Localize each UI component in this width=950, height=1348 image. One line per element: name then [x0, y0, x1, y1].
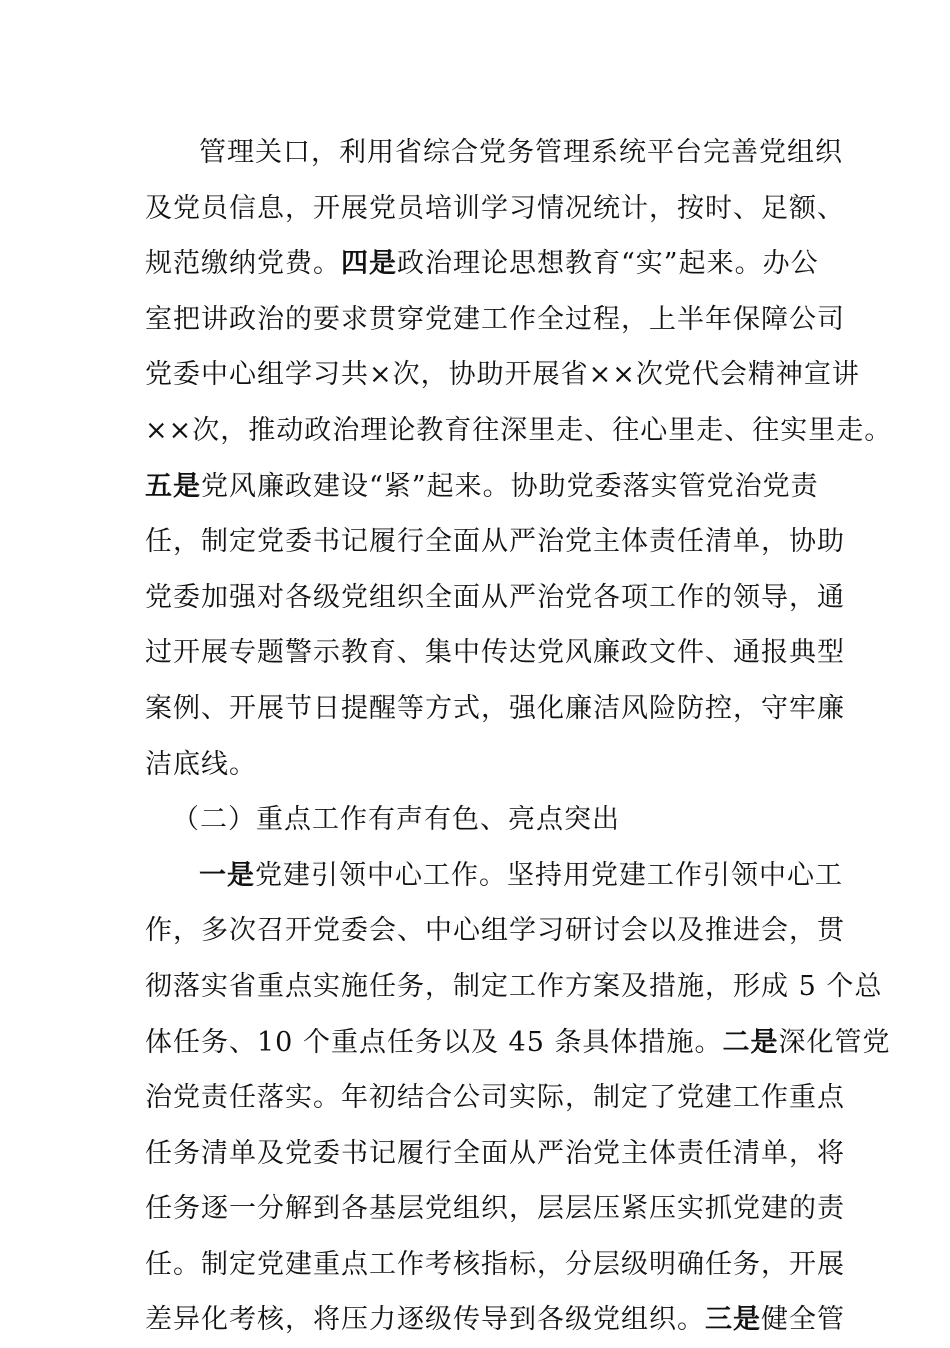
text-line: 室把讲政治的要求贯穿党建工作全过程，上半年保障公司	[145, 303, 845, 335]
bold-marker: 四是	[341, 248, 397, 280]
text-line: 彻落实省重点实施任务，制定工作方案及措施，形成 5 个总	[145, 970, 883, 1002]
text-line	[145, 1015, 891, 1071]
document-body	[145, 125, 893, 1348]
text-run: 体任务、10 个重点任务以及 45 条具体措施。	[145, 1026, 723, 1058]
section-heading: （二）重点工作有声有色、亮点突出	[172, 804, 620, 836]
bold-marker: 五是	[145, 470, 201, 502]
text-line: 任务清单及党委书记履行全面从严治党主体责任清单，将	[145, 1137, 845, 1169]
text-line: 管理关口，利用省综合党务管理系统平台完善党组织	[199, 137, 843, 168]
text-run: 规范缴纳党费。	[145, 248, 341, 280]
text-line: 案例、开展节日提醒等方式，强化廉洁风险防控，守牢廉	[145, 692, 845, 724]
text-line: 任。制定党建重点工作考核指标，分层级明确任务，开展	[145, 1248, 845, 1280]
text-line: 过开展专题警示教育、集中传达党风廉政文件、通报典型	[145, 637, 845, 669]
text-line: 治党责任落实。年初结合公司实际，制定了党建工作重点	[145, 1082, 845, 1114]
text-line: 党委中心组学习共×次，协助开展省××次党代会精神宣讲	[145, 359, 860, 391]
bold-marker: 一是	[199, 859, 255, 891]
text-run: 深化管党	[778, 1026, 891, 1058]
text-line	[145, 459, 819, 515]
text-run: 健全管	[761, 1304, 845, 1336]
text-run: 差异化考核，将压力逐级传导到各级党组织。	[145, 1304, 705, 1336]
text-line	[145, 848, 843, 904]
text-line: 作，多次召开党委会、中心组学习研讨会以及推进会，贯	[145, 915, 845, 947]
text-run: 党风廉政建设“紧”起来。协助党委落实管党治党责	[201, 470, 819, 502]
text-line: 党委加强对各级党组织全面从严治党各项工作的领导，通	[145, 581, 845, 613]
text-line	[145, 236, 819, 292]
bold-marker: 三是	[705, 1304, 761, 1336]
text-run: 政治理论思想教育“实”起来。办公	[397, 248, 819, 280]
bold-marker: 二是	[722, 1026, 779, 1058]
text-line	[145, 1292, 845, 1348]
text-run: 党建引领中心工作。坚持用党建工作引领中心工	[255, 859, 843, 891]
text-line: 任，制定党委书记履行全面从严治党主体责任清单，协助	[145, 526, 845, 558]
text-line: 任务逐一分解到各基层党组织，层层压紧压实抓党建的责	[145, 1193, 845, 1225]
text-line: 洁底线。	[145, 748, 257, 780]
text-line: ××次，推动政治理论教育往深里走、往心里走、往实里走。	[145, 414, 893, 446]
text-line: 及党员信息，开展党员培训学习情况统计，按时、足额、	[145, 192, 845, 224]
